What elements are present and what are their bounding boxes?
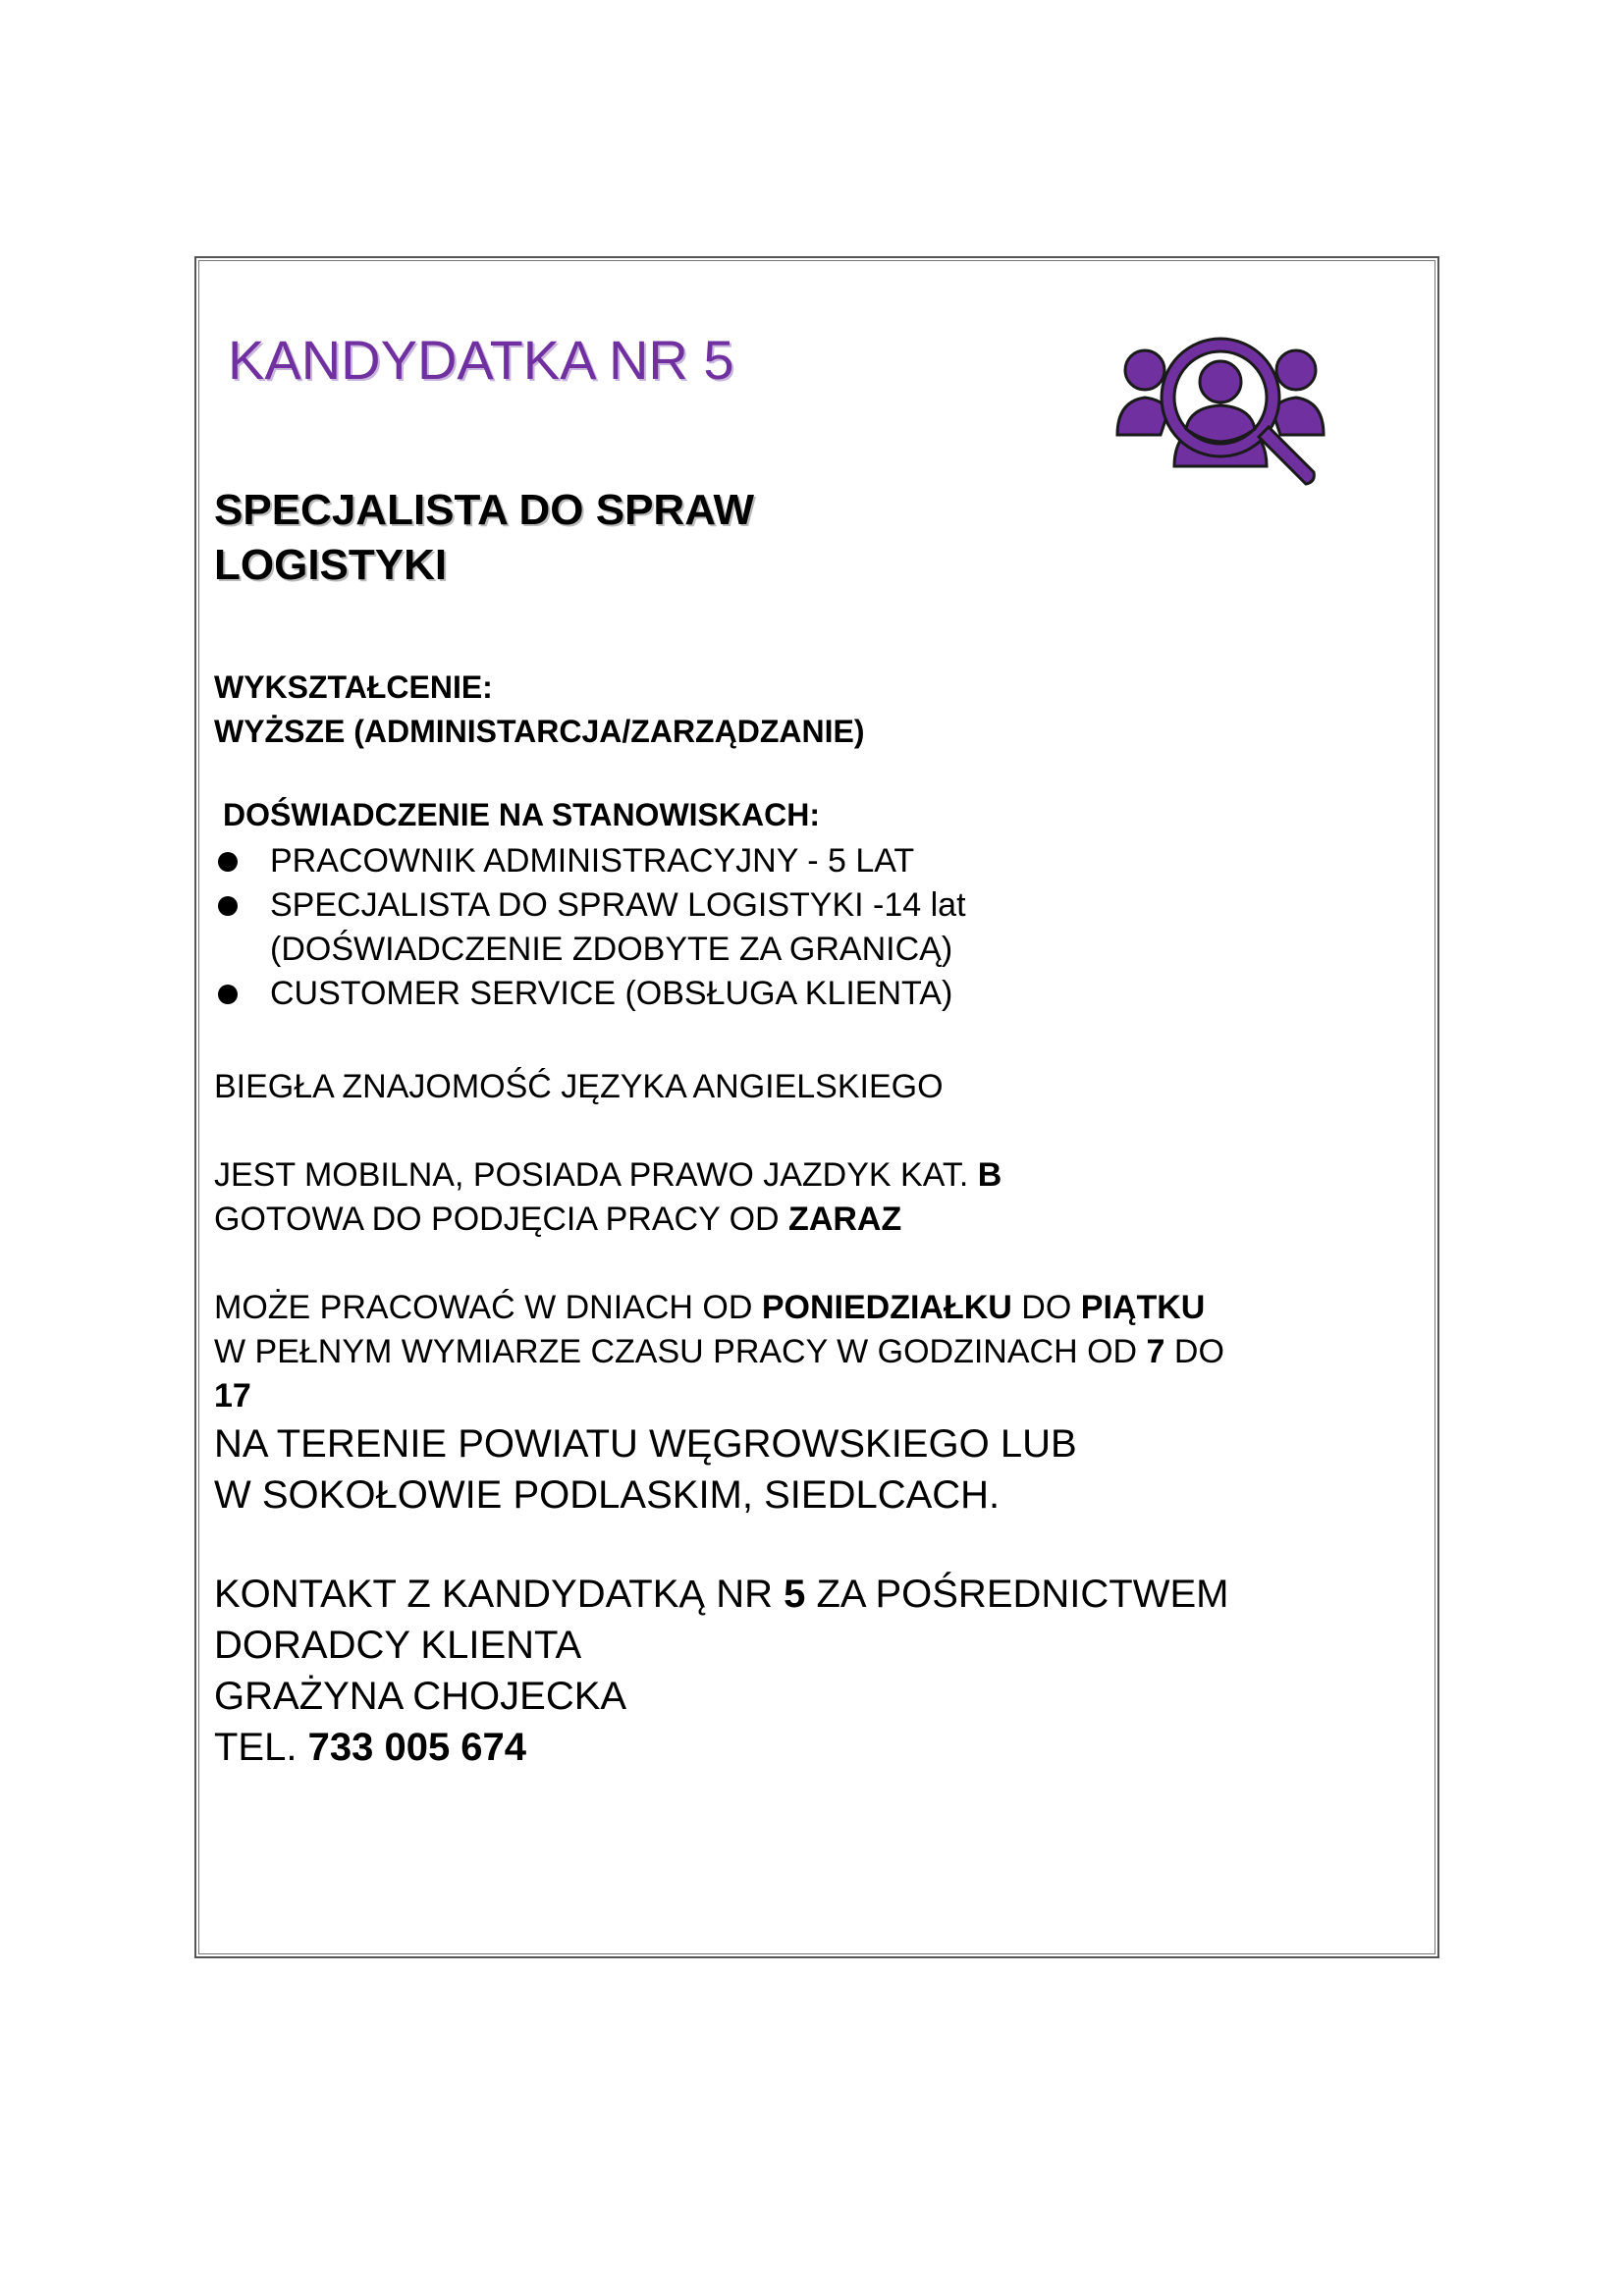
education-value: WYŻSZE (ADMINISTARCJA/ZARZĄDZANIE) [214,714,865,749]
language-skill: BIEGŁA ZNAJOMOŚĆ JĘZYKA ANGIELSKIEGO [214,1068,944,1105]
education-section [214,666,864,754]
candidate-search-icon [1111,327,1329,488]
list-item: CUSTOMER SERVICE (OBSŁUGA KLIENTA) [214,972,966,1016]
experience-label: DOŚWIADCZENIE NA STANOWISKACH: [223,797,820,832]
job-role [214,483,754,593]
experience-list [214,839,966,1016]
page-title: KANDYDATKA NR 5 [228,329,734,391]
list-item: SPECJALISTA DO SPRAW LOGISTYKI -14 lat (DOŚWIADCZENIE ZDOBYTE ZA GRANICĄ) [214,883,966,972]
schedule-section: MOŻE PRACOWAĆ W DNIACH OD PONIEDZIAŁKU DO PIĄTKU W PEŁNYM WYMIARZE CZASU PRACY W GODZINACH OD 7 DO 17 [214,1289,1224,1415]
contact-section: KONTAKT Z KANDYDATKĄ NR 5 ZA POŚREDNICTWEM DORADCY KLIENTA GRAŻYNA CHOJECKA TEL. 733 005 674 [214,1573,1229,1769]
education-label: WYKSZTAŁCENIE: [214,669,493,705]
job-role-line2: LOGISTYKI [214,541,448,589]
location-section: NA TERENIE POWIATU WĘGROWSKIEGO LUB W SOKOŁOWIE PODLASKIM, SIEDLCACH. [214,1422,1077,1517]
phone-number: 733 005 674 [307,1726,527,1769]
list-item: PRACOWNIK ADMINISTRACYJNY - 5 LAT [214,839,966,883]
mobility-section: JEST MOBILNA, POSIADA PRAWO JAZDYK KAT. B GOTOWA DO PODJĘCIA PRACY OD ZARAZ [214,1156,1002,1238]
job-role-line1: SPECJALISTA DO SPRAW [214,486,755,534]
